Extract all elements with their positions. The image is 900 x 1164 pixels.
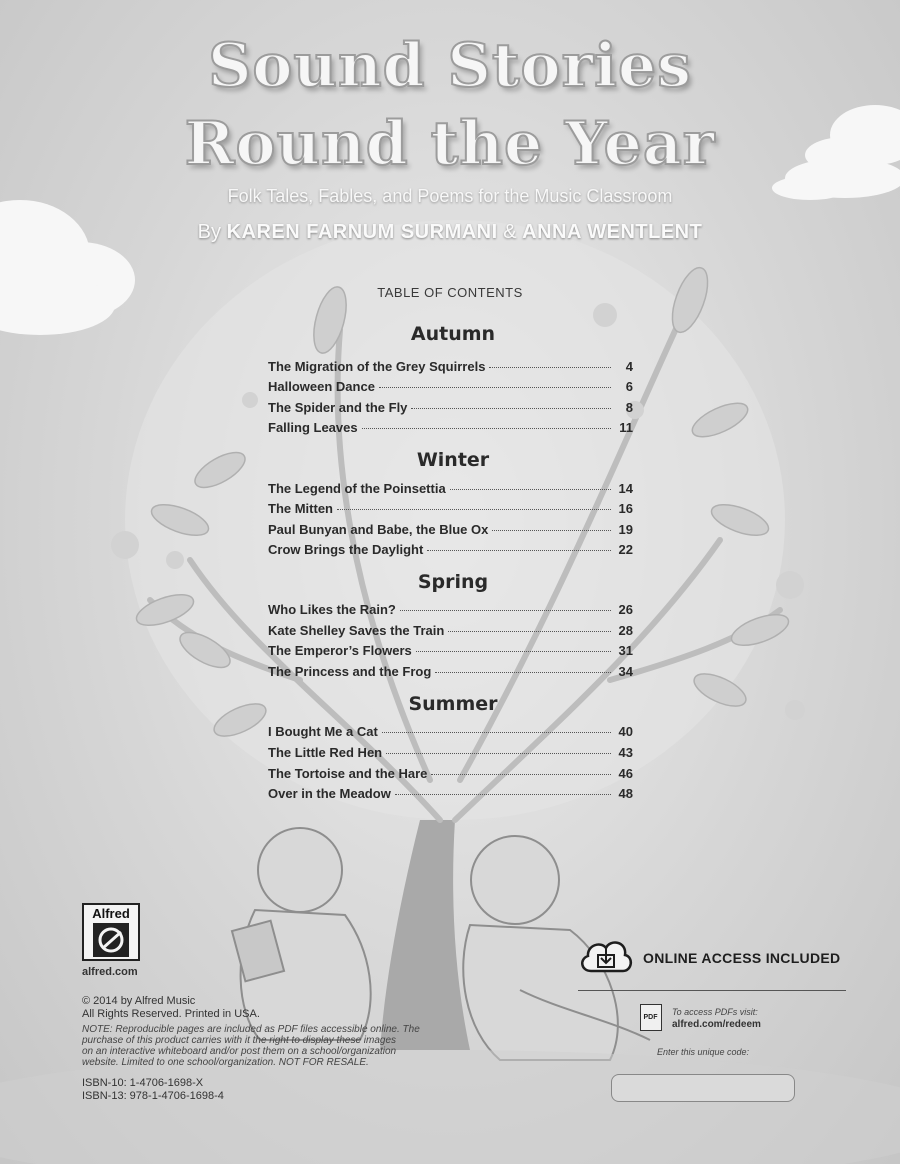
toc-leader — [382, 732, 611, 733]
toc-entry-title: The Migration of the Grey Squirrels — [268, 359, 486, 374]
toc-entry[interactable] — [268, 745, 633, 763]
byline — [0, 221, 900, 244]
toc-entry[interactable] — [268, 501, 633, 519]
alfred-logo-icon — [93, 923, 129, 957]
toc-entry-title: Crow Brings the Daylight — [268, 542, 424, 557]
toc-entry-title: The Little Red Hen — [268, 745, 383, 760]
toc-entry-page: 22 — [618, 542, 633, 557]
toc-entry-page: 6 — [625, 379, 633, 394]
toc-entry[interactable] — [268, 379, 633, 397]
toc-leader — [395, 794, 611, 795]
toc-leader — [416, 651, 611, 652]
note-line: NOTE: Reproducible pages are included as PDF files accessible online. The — [82, 1024, 420, 1035]
pdf-file-icon-label: PDF — [643, 1014, 658, 1021]
toc-leader — [427, 550, 611, 551]
note-line: on an interactive whiteboard and/or post them on a school/organization — [82, 1046, 397, 1057]
toc-entry-title: The Tortoise and the Hare — [268, 766, 428, 781]
toc-entry-title: Halloween Dance — [268, 379, 375, 394]
toc-entry-page: 11 — [619, 420, 633, 435]
toc-entry-page: 4 — [625, 359, 633, 374]
section-title-spring: Spring — [417, 571, 489, 593]
toc-entry[interactable] — [268, 724, 633, 742]
toc-entry[interactable] — [268, 420, 633, 438]
publisher-website[interactable]: alfred.com — [82, 966, 138, 978]
reproduction-note — [82, 1024, 462, 1068]
toc-heading: TABLE OF CONTENTS — [377, 285, 523, 300]
toc-entry-title: The Emperor’s Flowers — [268, 643, 412, 658]
toc-leader — [431, 774, 611, 775]
copyright: © 2014 by Alfred Music — [82, 995, 196, 1007]
cloud-download-icon — [577, 933, 635, 981]
toc-entry-page: 8 — [625, 400, 633, 415]
toc-entry-page: 28 — [618, 623, 633, 638]
alfred-logo — [82, 903, 140, 961]
title-line-2: Round the Year — [184, 109, 716, 179]
toc-leader — [489, 367, 611, 368]
toc-leader — [337, 509, 611, 510]
isbn-13: ISBN-13: 978-1-4706-1698-4 — [82, 1090, 224, 1102]
toc-leader — [411, 408, 611, 409]
toc-entry-page: 16 — [618, 501, 633, 516]
alfred-logo-text: Alfred — [92, 906, 130, 921]
toc-entry[interactable] — [268, 643, 633, 661]
toc-entry[interactable] — [268, 786, 633, 804]
toc-leader — [400, 610, 611, 611]
toc-leader — [435, 672, 611, 673]
toc-entry-title: Kate Shelley Saves the Train — [268, 623, 445, 638]
note-line: purchase of this product carries with it the right to display these images — [82, 1035, 397, 1046]
code-prompt: Enter this unique code: — [657, 1047, 750, 1057]
toc-entry-page: 43 — [618, 745, 633, 760]
toc-entry-page: 40 — [618, 724, 633, 739]
ampersand: & — [503, 221, 517, 243]
toc-entry-title: Paul Bunyan and Babe, the Blue Ox — [268, 522, 489, 537]
section-title-summer: Summer — [408, 693, 498, 715]
toc-entry-title: The Spider and the Fly — [268, 400, 408, 415]
toc-leader — [386, 753, 611, 754]
toc-entry-title: The Legend of the Poinsettia — [268, 481, 446, 496]
isbn-10: ISBN-10: 1-4706-1698-X — [82, 1077, 204, 1089]
toc-entry[interactable] — [268, 359, 633, 377]
toc-entry-title: The Princess and the Frog — [268, 664, 432, 679]
toc-entry-page: 26 — [618, 602, 633, 617]
toc-entry-title: The Mitten — [268, 501, 333, 516]
redeem-url[interactable]: alfred.com/redeem — [672, 1019, 761, 1030]
toc-entry[interactable] — [268, 542, 633, 560]
toc-entry[interactable] — [268, 766, 633, 784]
toc-entry-page: 46 — [618, 766, 633, 781]
toc-entry[interactable] — [268, 602, 633, 620]
online-access-label: ONLINE ACCESS INCLUDED — [643, 950, 841, 966]
toc-entry-title: I Bought Me a Cat — [268, 724, 378, 739]
note-line: website. Limited to one school/organization. NOT FOR RESALE. — [82, 1057, 369, 1068]
divider — [578, 990, 846, 991]
toc-entry-title: Falling Leaves — [268, 420, 358, 435]
toc-leader — [492, 530, 611, 531]
toc-entry-page: 34 — [618, 664, 633, 679]
toc-entry[interactable] — [268, 400, 633, 418]
title-line-1: Sound Stories — [208, 31, 692, 101]
toc-entry[interactable] — [268, 481, 633, 499]
toc-entry[interactable] — [268, 623, 633, 641]
unique-code-field — [611, 1074, 795, 1102]
toc-leader — [379, 387, 611, 388]
toc-leader — [448, 631, 611, 632]
toc-entry[interactable] — [268, 522, 633, 540]
toc-entry[interactable] — [268, 664, 633, 682]
toc-entry-title: Who Likes the Rain? — [268, 602, 396, 617]
toc-entry-page: 31 — [618, 643, 633, 658]
toc-leader — [450, 489, 611, 490]
toc-entry-page: 48 — [618, 786, 633, 801]
section-title-winter: Winter — [416, 449, 490, 471]
tree-trunk — [380, 820, 470, 1050]
by-prefix: By — [197, 221, 221, 243]
toc-leader — [362, 428, 611, 429]
pdf-file-icon — [640, 1004, 662, 1031]
access-instructions: To access PDFs visit: — [672, 1007, 758, 1017]
toc-entry-page: 19 — [618, 522, 633, 537]
subtitle: Folk Tales, Fables, and Poems for the Music Classroom — [227, 186, 673, 206]
toc-entry-page: 14 — [618, 481, 633, 496]
author-1: KAREN FARNUM SURMANI — [226, 221, 498, 243]
section-title-autumn: Autumn — [410, 323, 496, 345]
rights-statement: All Rights Reserved. Printed in USA. — [82, 1008, 260, 1020]
toc-entry-title: Over in the Meadow — [268, 786, 391, 801]
author-2: ANNA WENTLENT — [522, 221, 703, 243]
